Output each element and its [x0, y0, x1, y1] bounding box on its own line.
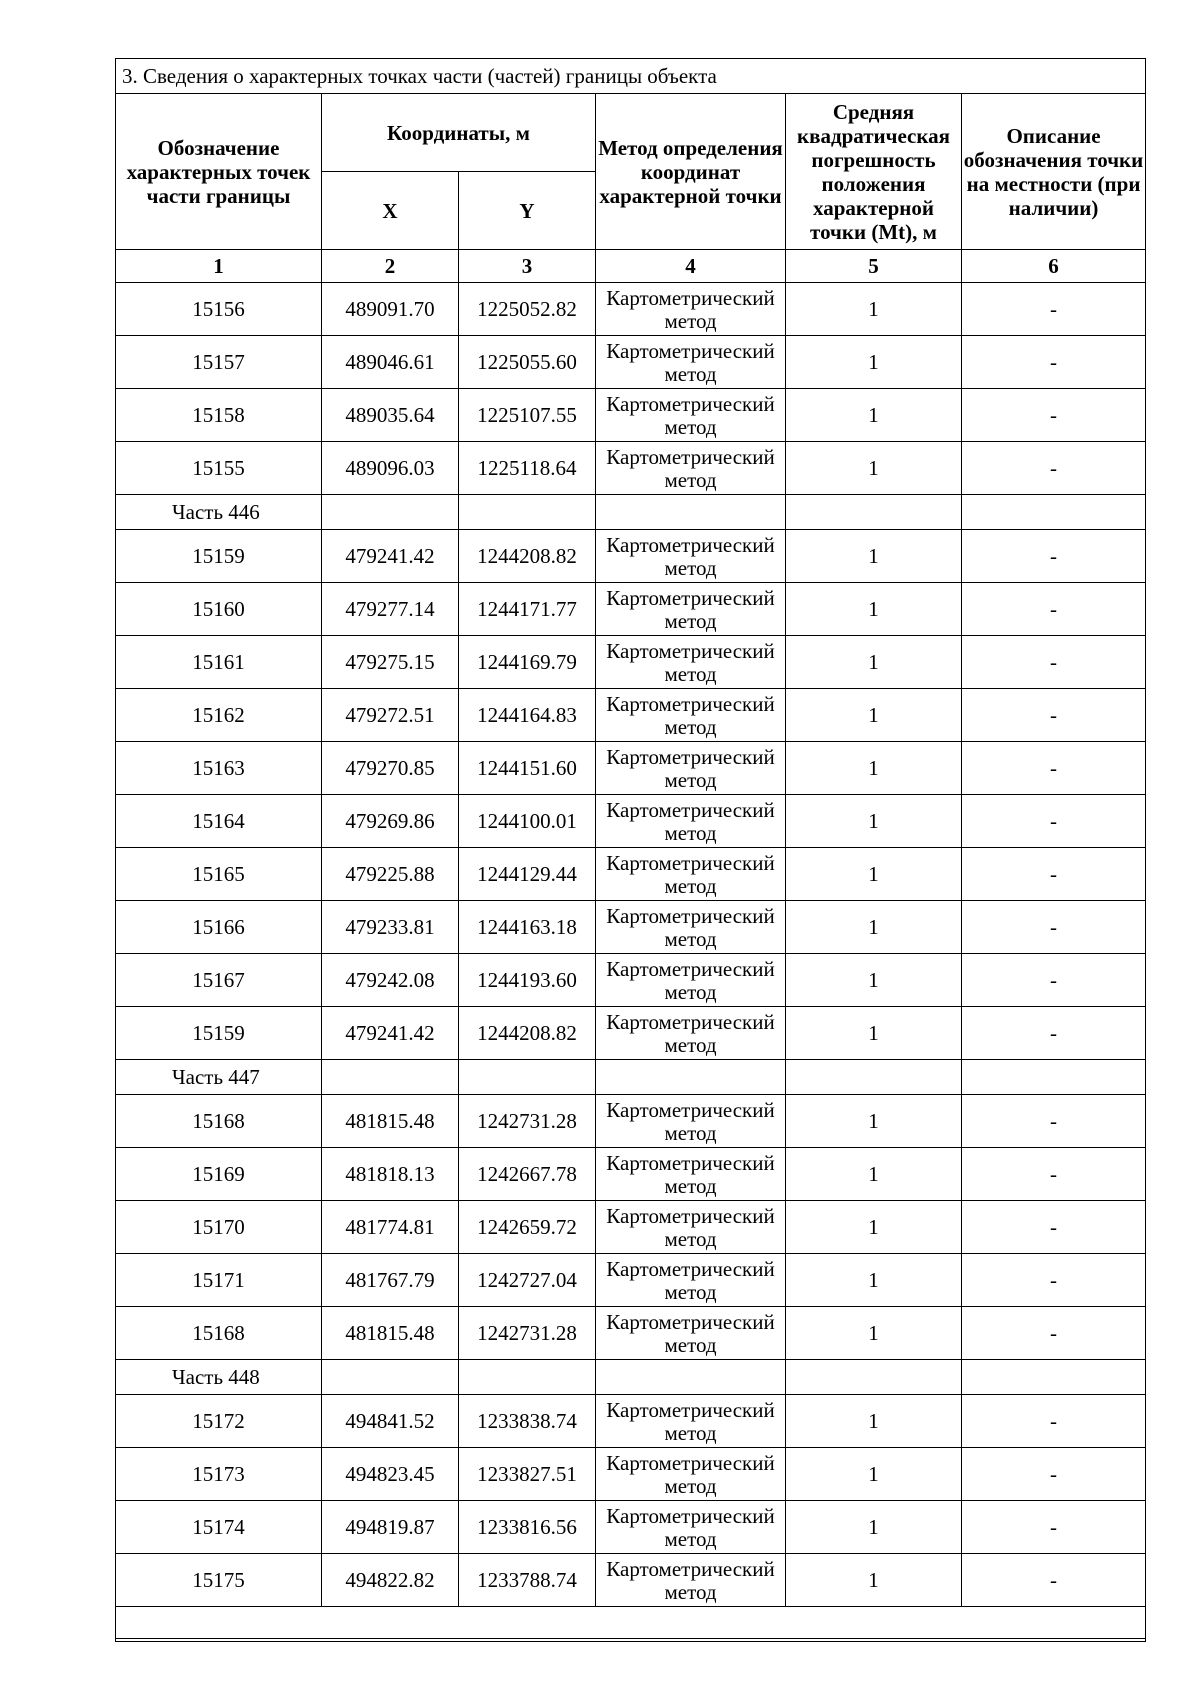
table-row — [116, 336, 1146, 389]
section-title: 3. Сведения о характерных точках части (частей) границы объекта — [116, 59, 1146, 94]
table-row — [116, 1395, 1146, 1448]
mt-value: 1 — [786, 583, 962, 636]
column-number: 5 — [786, 250, 962, 283]
method-cell — [596, 389, 786, 442]
coord-y: 1242667.78 — [459, 1148, 596, 1201]
method-line-2: метод — [664, 415, 717, 439]
mt-value: 1 — [786, 1007, 962, 1060]
mt-value: 1 — [786, 848, 962, 901]
coord-y: 1233838.74 — [459, 1395, 596, 1448]
empty-cell — [962, 1060, 1146, 1095]
coord-x: 489035.64 — [322, 389, 459, 442]
method-cell — [596, 1148, 786, 1201]
coord-x: 479225.88 — [322, 848, 459, 901]
point-id: 15164 — [116, 795, 322, 848]
table-row — [116, 1501, 1146, 1554]
point-id: 15155 — [116, 442, 322, 495]
table-row — [116, 1095, 1146, 1148]
method-line-1: Картометрический — [606, 533, 775, 557]
coord-y: 1242731.28 — [459, 1095, 596, 1148]
point-id: 15167 — [116, 954, 322, 1007]
table-row — [116, 283, 1146, 336]
point-id: 15162 — [116, 689, 322, 742]
point-id: 15158 — [116, 389, 322, 442]
empty-cell — [459, 495, 596, 530]
table-row — [116, 389, 1146, 442]
empty-cell — [596, 1060, 786, 1095]
header-coordinates: Координаты, м — [322, 94, 596, 172]
table-row — [116, 795, 1146, 848]
point-id: 15157 — [116, 336, 322, 389]
column-number: 4 — [596, 250, 786, 283]
method-line-2: метод — [664, 309, 717, 333]
method-cell — [596, 1448, 786, 1501]
method-cell — [596, 583, 786, 636]
method-line-2: метод — [664, 1474, 717, 1498]
method-line-2: метод — [664, 1333, 717, 1357]
mt-value: 1 — [786, 689, 962, 742]
point-id: 15156 — [116, 283, 322, 336]
coord-x: 489096.03 — [322, 442, 459, 495]
point-id: 15171 — [116, 1254, 322, 1307]
empty-row — [116, 1607, 1146, 1642]
method-line-2: метод — [664, 927, 717, 951]
mt-value: 1 — [786, 1095, 962, 1148]
mt-value: 1 — [786, 901, 962, 954]
table-body — [116, 283, 1146, 1642]
point-id: 15168 — [116, 1307, 322, 1360]
coord-y: 1244171.77 — [459, 583, 596, 636]
method-line-2: метод — [664, 1121, 717, 1145]
table-row — [116, 442, 1146, 495]
part-label: Часть 446 — [116, 495, 322, 530]
method-cell — [596, 283, 786, 336]
description-value: - — [962, 1148, 1146, 1201]
column-number: 6 — [962, 250, 1146, 283]
column-number: 1 — [116, 250, 322, 283]
method-cell — [596, 1554, 786, 1607]
coord-x: 479277.14 — [322, 583, 459, 636]
mt-value: 1 — [786, 795, 962, 848]
boundary-points-table — [115, 58, 1146, 1642]
header-error: Средняя квадратическая погрешность положения характерной точки (Mt), м — [786, 94, 962, 250]
table-row — [116, 1007, 1146, 1060]
coord-x: 479242.08 — [322, 954, 459, 1007]
coord-y: 1242727.04 — [459, 1254, 596, 1307]
empty-cell — [962, 495, 1146, 530]
part-row — [116, 1360, 1146, 1395]
table-row — [116, 689, 1146, 742]
point-id: 15159 — [116, 1007, 322, 1060]
coord-x: 489046.61 — [322, 336, 459, 389]
point-id: 15165 — [116, 848, 322, 901]
point-id: 15163 — [116, 742, 322, 795]
point-id: 15166 — [116, 901, 322, 954]
description-value: - — [962, 689, 1146, 742]
header-designation: Обозначение характерных точек части границы — [116, 94, 322, 250]
description-value: - — [962, 1501, 1146, 1554]
description-value: - — [962, 954, 1146, 1007]
table-row — [116, 901, 1146, 954]
coord-x: 479269.86 — [322, 795, 459, 848]
description-value: - — [962, 848, 1146, 901]
coord-x: 479272.51 — [322, 689, 459, 742]
table-row — [116, 1554, 1146, 1607]
coord-y: 1244129.44 — [459, 848, 596, 901]
method-cell — [596, 954, 786, 1007]
method-line-1: Картометрический — [606, 904, 775, 928]
coord-x: 481815.48 — [322, 1095, 459, 1148]
method-cell — [596, 742, 786, 795]
description-value: - — [962, 1307, 1146, 1360]
method-cell — [596, 530, 786, 583]
coord-x: 479270.85 — [322, 742, 459, 795]
header-method: Метод определения координат характерной точки — [596, 94, 786, 250]
method-line-1: Картометрический — [606, 392, 775, 416]
description-value: - — [962, 442, 1146, 495]
table-row — [116, 636, 1146, 689]
header-y: Y — [459, 172, 596, 250]
method-line-2: метод — [664, 609, 717, 633]
method-line-2: метод — [664, 1174, 717, 1198]
method-line-1: Картометрический — [606, 1398, 775, 1422]
description-value: - — [962, 283, 1146, 336]
empty-cell — [786, 1060, 962, 1095]
description-value: - — [962, 1554, 1146, 1607]
mt-value: 1 — [786, 1254, 962, 1307]
method-line-1: Картометрический — [606, 1098, 775, 1122]
point-id: 15160 — [116, 583, 322, 636]
description-value: - — [962, 742, 1146, 795]
point-id: 15159 — [116, 530, 322, 583]
method-cell — [596, 848, 786, 901]
mt-value: 1 — [786, 1448, 962, 1501]
empty-cell — [459, 1060, 596, 1095]
point-id: 15172 — [116, 1395, 322, 1448]
method-line-2: метод — [664, 1227, 717, 1251]
footer-divider — [115, 1638, 1145, 1639]
coord-x: 481767.79 — [322, 1254, 459, 1307]
table-row — [116, 1254, 1146, 1307]
method-line-1: Картометрический — [606, 957, 775, 981]
method-line-2: метод — [664, 662, 717, 686]
method-line-1: Картометрический — [606, 339, 775, 363]
method-cell — [596, 442, 786, 495]
coord-y: 1244208.82 — [459, 530, 596, 583]
mt-value: 1 — [786, 530, 962, 583]
table-row — [116, 530, 1146, 583]
empty-cell — [786, 1360, 962, 1395]
coord-y: 1242659.72 — [459, 1201, 596, 1254]
part-label: Часть 447 — [116, 1060, 322, 1095]
method-line-1: Картометрический — [606, 1451, 775, 1475]
method-cell — [596, 336, 786, 389]
method-line-2: метод — [664, 1280, 717, 1304]
method-cell — [596, 901, 786, 954]
coord-y: 1225107.55 — [459, 389, 596, 442]
mt-value: 1 — [786, 283, 962, 336]
description-value: - — [962, 1095, 1146, 1148]
mt-value: 1 — [786, 1395, 962, 1448]
coord-y: 1233788.74 — [459, 1554, 596, 1607]
header-x: X — [322, 172, 459, 250]
empty-cell — [322, 1060, 459, 1095]
mt-value: 1 — [786, 1201, 962, 1254]
method-cell — [596, 1501, 786, 1554]
method-cell — [596, 1307, 786, 1360]
point-id: 15169 — [116, 1148, 322, 1201]
description-value: - — [962, 795, 1146, 848]
method-line-1: Картометрический — [606, 1010, 775, 1034]
method-line-2: метод — [664, 874, 717, 898]
mt-value: 1 — [786, 742, 962, 795]
coord-y: 1225118.64 — [459, 442, 596, 495]
mt-value: 1 — [786, 1148, 962, 1201]
method-line-1: Картометрический — [606, 692, 775, 716]
mt-value: 1 — [786, 1501, 962, 1554]
description-value: - — [962, 1254, 1146, 1307]
part-label: Часть 448 — [116, 1360, 322, 1395]
method-line-1: Картометрический — [606, 639, 775, 663]
method-line-1: Картометрический — [606, 1557, 775, 1581]
coord-y: 1244163.18 — [459, 901, 596, 954]
table-row — [116, 954, 1146, 1007]
method-line-1: Картометрический — [606, 1504, 775, 1528]
table-row — [116, 742, 1146, 795]
description-value: - — [962, 1201, 1146, 1254]
description-value: - — [962, 336, 1146, 389]
point-id: 15174 — [116, 1501, 322, 1554]
coord-y: 1244164.83 — [459, 689, 596, 742]
point-id: 15175 — [116, 1554, 322, 1607]
method-cell — [596, 1095, 786, 1148]
method-cell — [596, 1007, 786, 1060]
part-row — [116, 495, 1146, 530]
header-description: Описание обозначения точки на местности (при наличии) — [962, 94, 1146, 250]
method-cell — [596, 1254, 786, 1307]
coord-x: 479275.15 — [322, 636, 459, 689]
mt-value: 1 — [786, 336, 962, 389]
table-row — [116, 583, 1146, 636]
empty-cell — [962, 1360, 1146, 1395]
method-line-2: метод — [664, 362, 717, 386]
method-cell — [596, 689, 786, 742]
method-line-2: метод — [664, 821, 717, 845]
coord-y: 1225052.82 — [459, 283, 596, 336]
description-value: - — [962, 389, 1146, 442]
method-line-1: Картометрический — [606, 745, 775, 769]
method-line-1: Картометрический — [606, 445, 775, 469]
description-value: - — [962, 530, 1146, 583]
table-row — [116, 848, 1146, 901]
coord-y: 1225055.60 — [459, 336, 596, 389]
coord-x: 481815.48 — [322, 1307, 459, 1360]
description-value: - — [962, 901, 1146, 954]
coord-x: 481818.13 — [322, 1148, 459, 1201]
coord-x: 494841.52 — [322, 1395, 459, 1448]
point-id: 15170 — [116, 1201, 322, 1254]
method-line-1: Картометрический — [606, 586, 775, 610]
method-line-2: метод — [664, 468, 717, 492]
mt-value: 1 — [786, 1554, 962, 1607]
method-line-1: Картометрический — [606, 1204, 775, 1228]
table-row — [116, 1307, 1146, 1360]
empty-cell — [116, 1607, 1146, 1642]
description-value: - — [962, 1448, 1146, 1501]
coord-x: 494823.45 — [322, 1448, 459, 1501]
method-cell — [596, 1201, 786, 1254]
coord-x: 494819.87 — [322, 1501, 459, 1554]
method-line-1: Картометрический — [606, 851, 775, 875]
method-line-1: Картометрический — [606, 1310, 775, 1334]
point-id: 15168 — [116, 1095, 322, 1148]
coord-x: 481774.81 — [322, 1201, 459, 1254]
empty-cell — [596, 495, 786, 530]
method-cell — [596, 1395, 786, 1448]
table-row — [116, 1201, 1146, 1254]
coord-y: 1244169.79 — [459, 636, 596, 689]
coord-y: 1233816.56 — [459, 1501, 596, 1554]
mt-value: 1 — [786, 442, 962, 495]
method-line-2: метод — [664, 556, 717, 580]
table-row — [116, 1448, 1146, 1501]
mt-value: 1 — [786, 1307, 962, 1360]
empty-cell — [786, 495, 962, 530]
description-value: - — [962, 1007, 1146, 1060]
coord-y: 1242731.28 — [459, 1307, 596, 1360]
method-line-2: метод — [664, 1033, 717, 1057]
empty-cell — [322, 1360, 459, 1395]
empty-cell — [596, 1360, 786, 1395]
method-line-1: Картометрический — [606, 286, 775, 310]
coord-x: 479241.42 — [322, 530, 459, 583]
column-number: 3 — [459, 250, 596, 283]
coord-y: 1233827.51 — [459, 1448, 596, 1501]
method-cell — [596, 636, 786, 689]
point-id: 15173 — [116, 1448, 322, 1501]
coord-y: 1244100.01 — [459, 795, 596, 848]
table-row — [116, 1148, 1146, 1201]
method-line-2: метод — [664, 715, 717, 739]
coord-y: 1244208.82 — [459, 1007, 596, 1060]
method-line-1: Картометрический — [606, 798, 775, 822]
method-cell — [596, 795, 786, 848]
point-id: 15161 — [116, 636, 322, 689]
mt-value: 1 — [786, 389, 962, 442]
method-line-2: метод — [664, 1580, 717, 1604]
column-number: 2 — [322, 250, 459, 283]
method-line-2: метод — [664, 1421, 717, 1445]
coord-x: 479233.81 — [322, 901, 459, 954]
coord-x: 489091.70 — [322, 283, 459, 336]
method-line-2: метод — [664, 980, 717, 1004]
empty-cell — [459, 1360, 596, 1395]
coord-y: 1244151.60 — [459, 742, 596, 795]
coord-y: 1244193.60 — [459, 954, 596, 1007]
coord-x: 479241.42 — [322, 1007, 459, 1060]
description-value: - — [962, 583, 1146, 636]
empty-cell — [322, 495, 459, 530]
part-row — [116, 1060, 1146, 1095]
mt-value: 1 — [786, 636, 962, 689]
coord-x: 494822.82 — [322, 1554, 459, 1607]
mt-value: 1 — [786, 954, 962, 1007]
method-line-1: Картометрический — [606, 1257, 775, 1281]
method-line-1: Картометрический — [606, 1151, 775, 1175]
description-value: - — [962, 1395, 1146, 1448]
description-value: - — [962, 636, 1146, 689]
method-line-2: метод — [664, 768, 717, 792]
method-line-2: метод — [664, 1527, 717, 1551]
